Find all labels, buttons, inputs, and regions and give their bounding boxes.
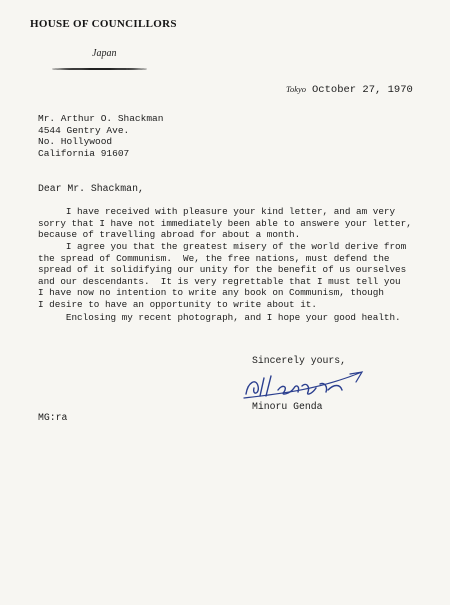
body-line: Enclosing my recent photograph, and I hope your good health. bbox=[38, 312, 401, 323]
body-line: because of travelling abroad for about a month. bbox=[38, 229, 301, 241]
address-line: No. Hollywood bbox=[38, 136, 113, 147]
body-line: I have now no intention to write any book on Communism, though bbox=[38, 287, 384, 299]
body-line: I have received with pleasure your kind letter, and am very bbox=[38, 206, 396, 217]
recipient-address bbox=[38, 113, 163, 159]
body-line: and our descendants. It is very regrettable that I must tell you bbox=[38, 275, 401, 287]
body-line: I desire to have an opportunity to write about it. bbox=[38, 298, 317, 310]
body-line: spread of it solidifying our unity for the benefit of us ourselves bbox=[38, 264, 407, 276]
paragraph-2 bbox=[38, 241, 406, 311]
letterhead-country: Japan bbox=[92, 48, 117, 59]
typist-initials: MG:ra bbox=[38, 412, 68, 423]
letterhead-title: HOUSE OF COUNCILLORS bbox=[30, 18, 177, 30]
address-line: California 91607 bbox=[38, 147, 130, 159]
body-line: I agree you that the greatest misery of the world derive from bbox=[38, 241, 407, 252]
date-text: October 27, 1970 bbox=[312, 84, 413, 96]
handwritten-signature bbox=[238, 364, 368, 404]
body-line: sorry that I have not immediately been able to answere your letter, bbox=[38, 217, 412, 229]
paragraph-3 bbox=[38, 312, 401, 324]
paragraph-1 bbox=[38, 206, 412, 241]
letterhead-rule bbox=[52, 68, 147, 70]
address-line: 4544 Gentry Ave. bbox=[38, 124, 130, 136]
date-line bbox=[286, 84, 413, 96]
salutation: Dear Mr. Shackman, bbox=[38, 183, 144, 194]
closing: Sincerely yours, bbox=[252, 355, 347, 366]
date-place: Tokyo bbox=[286, 84, 306, 94]
signer-name: Minoru Genda bbox=[252, 401, 323, 412]
body-line: the spread of Communism. We, the free nations, must defend the bbox=[38, 252, 390, 264]
address-line: Mr. Arthur O. Shackman bbox=[38, 113, 164, 124]
